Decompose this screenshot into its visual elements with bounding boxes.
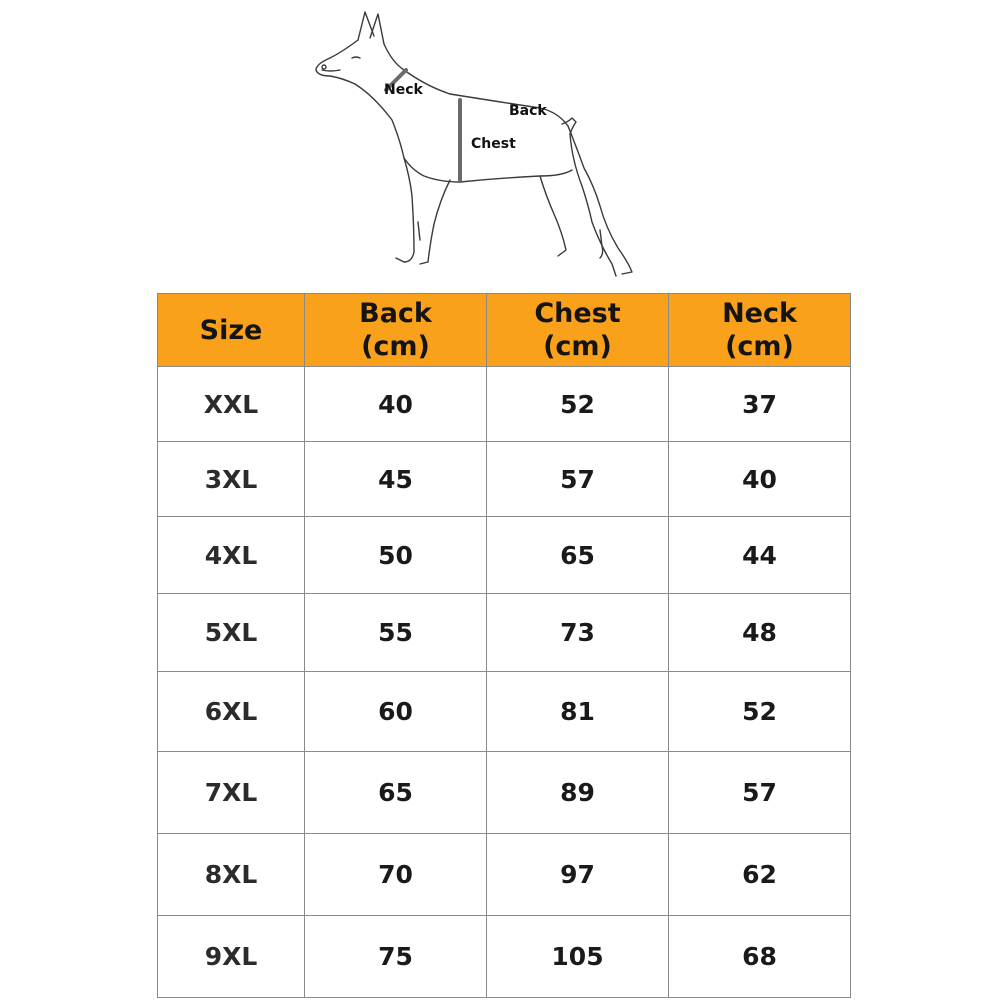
chest-cell: 105 <box>487 916 669 998</box>
header-size-label: Size <box>199 314 263 346</box>
dog-measurement-diagram <box>300 0 660 290</box>
table-row <box>158 752 851 834</box>
size-cell: 5XL <box>158 594 305 672</box>
chest-cell: 57 <box>487 442 669 517</box>
header-back-label: Back <box>359 298 432 329</box>
header-back <box>305 294 487 367</box>
back-cell: 75 <box>305 916 487 998</box>
neck-cell: 44 <box>669 517 851 594</box>
size-chart-table <box>157 293 851 998</box>
header-neck-label: Neck <box>722 298 797 329</box>
size-cell: 9XL <box>158 916 305 998</box>
size-cell: XXL <box>158 367 305 442</box>
chest-cell: 65 <box>487 517 669 594</box>
table-row <box>158 367 851 442</box>
header-chest <box>487 294 669 367</box>
header-row <box>158 294 851 367</box>
size-cell: 7XL <box>158 752 305 834</box>
neck-cell: 37 <box>669 367 851 442</box>
neck-cell: 57 <box>669 752 851 834</box>
doberman-dog-outline-icon <box>300 0 660 290</box>
back-cell: 40 <box>305 367 487 442</box>
size-cell: 3XL <box>158 442 305 517</box>
header-neck-unit: (cm) <box>725 331 794 362</box>
neck-cell: 52 <box>669 672 851 752</box>
size-cell: 4XL <box>158 517 305 594</box>
chest-cell: 89 <box>487 752 669 834</box>
header-size <box>158 294 305 367</box>
size-cell: 8XL <box>158 834 305 916</box>
chest-cell: 97 <box>487 834 669 916</box>
size-cell: 6XL <box>158 672 305 752</box>
table-row <box>158 834 851 916</box>
chest-cell: 52 <box>487 367 669 442</box>
back-cell: 60 <box>305 672 487 752</box>
neck-cell: 62 <box>669 834 851 916</box>
table-row <box>158 916 851 998</box>
chest-cell: 73 <box>487 594 669 672</box>
header-neck <box>669 294 851 367</box>
back-cell: 65 <box>305 752 487 834</box>
header-chest-unit: (cm) <box>543 331 612 362</box>
header-back-unit: (cm) <box>361 331 430 362</box>
neck-label: Neck <box>384 82 423 98</box>
header-chest-label: Chest <box>534 298 621 329</box>
back-cell: 50 <box>305 517 487 594</box>
back-cell: 45 <box>305 442 487 517</box>
back-cell: 70 <box>305 834 487 916</box>
chest-label: Chest <box>471 136 516 152</box>
table-row <box>158 517 851 594</box>
neck-cell: 40 <box>669 442 851 517</box>
table-row <box>158 594 851 672</box>
neck-cell: 48 <box>669 594 851 672</box>
table-row <box>158 442 851 517</box>
back-cell: 55 <box>305 594 487 672</box>
chest-cell: 81 <box>487 672 669 752</box>
table-row <box>158 672 851 752</box>
neck-cell: 68 <box>669 916 851 998</box>
back-label: Back <box>509 103 547 119</box>
